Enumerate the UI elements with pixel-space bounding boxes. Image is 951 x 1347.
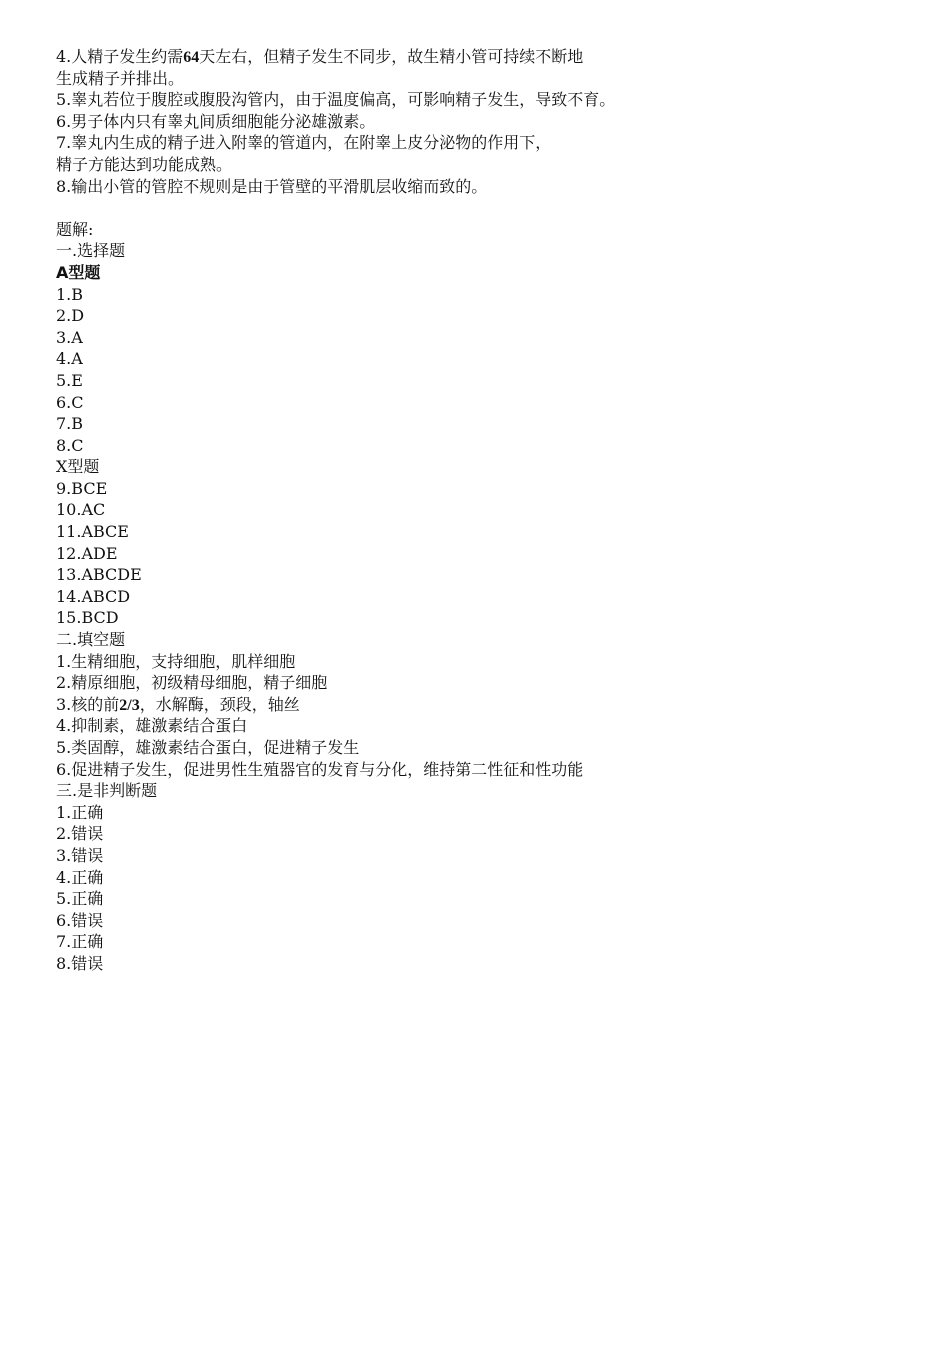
fill-fraction: 2/3 bbox=[119, 696, 140, 714]
section-fill-heading: 二.填空题 bbox=[56, 630, 126, 650]
judge-item: 3.错误 bbox=[56, 845, 104, 865]
fill-answer-6: 6.促进精子发生，促进男性生殖器官的发育与分化，维持第二性征和性功能 bbox=[56, 759, 584, 779]
answer-item: 4.A bbox=[56, 349, 83, 369]
statement-4-line-2: 生成精子并排出。 bbox=[56, 68, 185, 88]
statement-6: 6.男子体内只有睾丸间质细胞能分泌雄激素。 bbox=[56, 111, 376, 131]
answer-item: 6.C bbox=[56, 392, 84, 412]
statement-7-line-2: 精子方能达到功能成熟。 bbox=[56, 154, 233, 174]
statement-text: 天左右，但精子发生不同步，故生精小管可持续不断地 bbox=[199, 47, 584, 66]
answer-item: 5.E bbox=[56, 370, 83, 390]
answer-item: 11.ABCE bbox=[56, 522, 129, 542]
statement-5: 5.睾丸若位于腹腔或腹股沟管内，由于温度偏高，可影响精子发生，导致不育。 bbox=[56, 90, 616, 110]
fill-answer-4: 4.抑制素，雄激素结合蛋白 bbox=[56, 716, 248, 736]
answer-item: 13.ABCDE bbox=[56, 565, 142, 585]
answer-item: 14.ABCD bbox=[56, 586, 131, 606]
statement-7-line-1: 7.睾丸内生成的精子进入附睾的管道内，在附睾上皮分泌物的作用下， bbox=[56, 133, 552, 153]
document-body bbox=[56, 46, 916, 975]
answer-item: 15.BCD bbox=[56, 608, 119, 628]
answer-item: 10.AC bbox=[56, 500, 106, 520]
answer-item: 12.ADE bbox=[56, 543, 118, 563]
statement-number: 64 bbox=[183, 49, 200, 66]
answer-item: 7.B bbox=[56, 414, 84, 434]
fill-answer-1: 1.生精细胞，支持细胞，肌样细胞 bbox=[56, 651, 296, 671]
judge-item: 7.正确 bbox=[56, 932, 104, 952]
section-choice-heading: 一.选择题 bbox=[56, 241, 126, 261]
judge-item: 4.正确 bbox=[56, 867, 104, 887]
x-type-heading: X型题 bbox=[56, 457, 100, 477]
blank-line bbox=[56, 197, 916, 219]
answers-title: 题解: bbox=[56, 219, 94, 239]
fill-answer-5: 5.类固醇，雄激素结合蛋白，促进精子发生 bbox=[56, 738, 360, 757]
answer-item: 8.C bbox=[56, 435, 84, 455]
answer-item: 2.D bbox=[56, 306, 85, 326]
answer-item: 1.B bbox=[56, 284, 84, 304]
fill-text: 3.核的前 bbox=[56, 694, 120, 714]
fill-answer-3 bbox=[56, 694, 916, 716]
statement-8: 8.输出小管的管腔不规则是由于管壁的平滑肌层收缩而致的。 bbox=[56, 176, 488, 196]
a-type-heading: A型题 bbox=[56, 262, 101, 282]
judge-item: 5.正确 bbox=[56, 889, 104, 909]
fill-text: ，水解酶，颈段，轴丝 bbox=[139, 694, 300, 714]
statement-text: 4.人精子发生约需 bbox=[56, 47, 184, 66]
section-judge-heading: 三.是非判断题 bbox=[56, 781, 158, 801]
fill-answer-2: 2.精原细胞，初级精母细胞，精子细胞 bbox=[56, 673, 328, 693]
answer-item: 3.A bbox=[56, 327, 83, 347]
judge-item: 8.错误 bbox=[56, 953, 104, 973]
judge-item: 6.错误 bbox=[56, 910, 104, 930]
judge-item: 2.错误 bbox=[56, 824, 104, 844]
answer-item: 9.BCE bbox=[56, 478, 108, 498]
judge-item: 1.正确 bbox=[56, 802, 104, 822]
statement-4-line-1 bbox=[56, 46, 916, 68]
